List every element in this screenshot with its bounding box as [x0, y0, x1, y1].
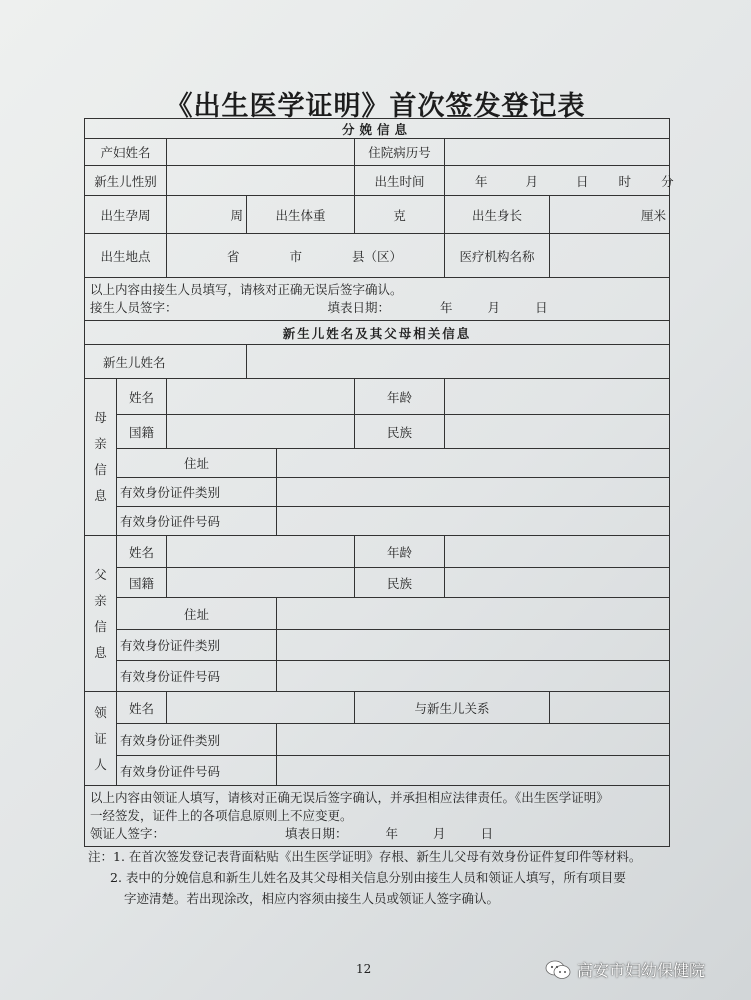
- field-hospital-record[interactable]: [445, 139, 670, 166]
- unit-week: 周: [230, 207, 243, 223]
- field-mother-nationality[interactable]: [167, 415, 355, 449]
- unit-month: 月: [525, 173, 539, 189]
- field-institution[interactable]: [550, 234, 670, 278]
- row-receiver-id-type: [85, 724, 670, 756]
- field-newborn-sex[interactable]: [167, 166, 355, 196]
- footnote-3: 字迹清楚。若出现涂改，相应内容须由接生人员或领证人签字确认。: [124, 891, 500, 906]
- row-mother-id-type: [85, 478, 670, 507]
- unit-gram: 克: [393, 207, 406, 223]
- label-father-age: 年龄: [355, 536, 445, 568]
- wechat-icon: [545, 960, 571, 980]
- footnote-2: 2. 表中的分娩信息和新生儿姓名及其父母相关信息分别由接生人员和领证人填写，所有项目要: [110, 870, 626, 885]
- date-day: 日: [535, 300, 548, 315]
- field-gestation[interactable]: [167, 196, 247, 234]
- field-newborn-name[interactable]: [247, 345, 670, 379]
- label-newborn-sex: 新生儿性别: [85, 166, 167, 196]
- field-receiver-id-type[interactable]: [277, 724, 670, 756]
- field-mother-ethnicity[interactable]: [445, 415, 670, 449]
- label-receiver-id-number: 有效身份证件号码: [117, 756, 277, 786]
- field-father-person-name[interactable]: [167, 536, 355, 568]
- unit-minute: 分: [661, 173, 674, 189]
- receiver-confirm-note-2: 一经签发，证件上的各项信息原则上不应变更。: [90, 808, 353, 823]
- row-mother-nationality: [85, 415, 670, 449]
- field-mother-id-type[interactable]: [277, 478, 670, 507]
- row-birth-place: [85, 234, 670, 278]
- row-midwife-confirm: [85, 278, 670, 321]
- field-mother-person-name[interactable]: [167, 379, 355, 415]
- label-mother-id-type: 有效身份证件类别: [117, 478, 277, 507]
- receiver-date-year: 年: [385, 826, 399, 841]
- row-receiver-confirm: [85, 786, 670, 847]
- label-newborn-name: 新生儿姓名: [85, 345, 247, 379]
- unit-city: 市: [289, 248, 303, 264]
- watermark: [545, 958, 705, 981]
- label-institution: 医疗机构名称: [445, 234, 550, 278]
- field-father-nationality[interactable]: [167, 568, 355, 598]
- receiver-sign-label: 领证人签字：: [90, 826, 166, 841]
- field-birth-place[interactable]: [167, 234, 445, 278]
- receiver-date-day: 日: [480, 826, 494, 841]
- label-father-address: 住址: [117, 598, 277, 630]
- label-mother-name: 产妇姓名: [85, 139, 167, 166]
- field-father-address[interactable]: [277, 598, 670, 630]
- row-father-name-age: [85, 536, 670, 568]
- field-birth-weight[interactable]: [355, 196, 445, 234]
- unit-cm: 厘米: [641, 207, 667, 223]
- unit-county: 县（区）: [352, 248, 403, 264]
- label-birth-length: 出生身长: [445, 196, 550, 234]
- unit-day: 日: [576, 173, 589, 189]
- registration-form: [84, 118, 674, 847]
- label-mother-id-number: 有效身份证件号码: [117, 507, 277, 536]
- footnotes: [88, 846, 718, 909]
- page-number: 12: [356, 962, 372, 976]
- row-mother-address: [85, 449, 670, 478]
- row-mother-name-age: [85, 379, 670, 415]
- field-mother-age[interactable]: [445, 379, 670, 415]
- field-mother-address[interactable]: [277, 449, 670, 478]
- midwife-fill-date-label: 填表日期：: [327, 300, 391, 315]
- midwife-sign-label: 接生人员签字：: [90, 300, 178, 315]
- label-father-id-number: 有效身份证件号码: [117, 661, 277, 692]
- label-father-id-type: 有效身份证件类别: [117, 630, 277, 661]
- field-birth-time[interactable]: [445, 166, 674, 196]
- section-header-newborn: 新生儿姓名及其父母相关信息: [85, 321, 670, 345]
- midwife-confirm-note: 以上内容由接生人员填写，请核对正确无误后签字确认。: [90, 282, 403, 297]
- row-mother-id-number: [85, 507, 670, 536]
- date-year: 年: [440, 300, 453, 315]
- label-mother-age: 年龄: [355, 379, 445, 415]
- label-father-nationality: 国籍: [117, 568, 167, 598]
- receiver-fill-date-label: 填表日期：: [285, 826, 348, 841]
- field-receiver-name[interactable]: [167, 692, 355, 724]
- label-mother-address: 住址: [117, 449, 277, 478]
- row-father-address: [85, 598, 670, 630]
- field-father-ethnicity[interactable]: [445, 568, 670, 598]
- field-father-id-number[interactable]: [277, 661, 670, 692]
- field-birth-length[interactable]: [550, 196, 670, 234]
- row-newborn-sex: [85, 166, 670, 196]
- row-father-id-number: [85, 661, 670, 692]
- label-mother-ethnicity: 民族: [355, 415, 445, 449]
- page-title: 《出生医学证明》首次签发登记表: [165, 91, 586, 122]
- label-gestation: 出生孕周: [85, 196, 167, 234]
- midwife-confirm-cell: [85, 278, 670, 321]
- label-hospital-record: 住院病历号: [355, 139, 445, 166]
- label-mother-person-name: 姓名: [117, 379, 167, 415]
- receiver-confirm-cell: [85, 786, 670, 847]
- receiver-date-month: 月: [433, 826, 446, 841]
- unit-hour: 时: [618, 173, 632, 189]
- mother-info-label: 母 亲 信 息: [85, 379, 117, 536]
- row-receiver-name: [85, 692, 670, 724]
- row-gestation: [85, 196, 670, 234]
- field-mother-id-number[interactable]: [277, 507, 670, 536]
- father-info-label: 父 亲 信 息: [85, 536, 117, 692]
- label-father-person-name: 姓名: [117, 536, 167, 568]
- delivery-header-row: [85, 119, 670, 139]
- field-receiver-relation[interactable]: [550, 692, 670, 724]
- field-mother-name[interactable]: [167, 139, 355, 166]
- watermark-text: 高安市妇幼保健院: [577, 961, 706, 980]
- label-birth-place: 出生地点: [85, 234, 167, 278]
- newborn-header-row: [85, 321, 670, 345]
- label-receiver-id-type: 有效身份证件类别: [117, 724, 277, 756]
- section-header-delivery: 分娩信息: [85, 119, 670, 139]
- field-father-age[interactable]: [445, 536, 670, 568]
- field-father-id-type[interactable]: [277, 630, 670, 661]
- row-mother-name: [85, 139, 670, 166]
- receiver-info-label: 领 证 人: [85, 692, 117, 786]
- row-newborn-name: [85, 345, 670, 379]
- receiver-confirm-note-1: 以上内容由领证人填写，请核对正确无误后签字确认，并承担相应法律责任。《出生医学证明》: [90, 790, 609, 805]
- row-father-nationality: [85, 568, 670, 598]
- field-receiver-id-number[interactable]: [277, 756, 670, 786]
- date-month: 月: [487, 300, 501, 315]
- unit-year: 年: [475, 173, 488, 189]
- footnote-1: 注：1. 在首次签发登记表背面粘贴《出生医学证明》存根、新生儿父母有效身份证件复印件等材料。: [88, 849, 642, 864]
- row-father-id-type: [85, 630, 670, 661]
- label-birth-weight: 出生体重: [247, 196, 355, 234]
- label-receiver-name: 姓名: [117, 692, 167, 724]
- label-father-ethnicity: 民族: [355, 568, 445, 598]
- label-birth-time: 出生时间: [355, 166, 445, 196]
- unit-province: 省: [227, 248, 240, 264]
- label-mother-nationality: 国籍: [117, 415, 167, 449]
- row-receiver-id-number: [85, 756, 670, 786]
- label-receiver-relation: 与新生儿关系: [355, 692, 550, 724]
